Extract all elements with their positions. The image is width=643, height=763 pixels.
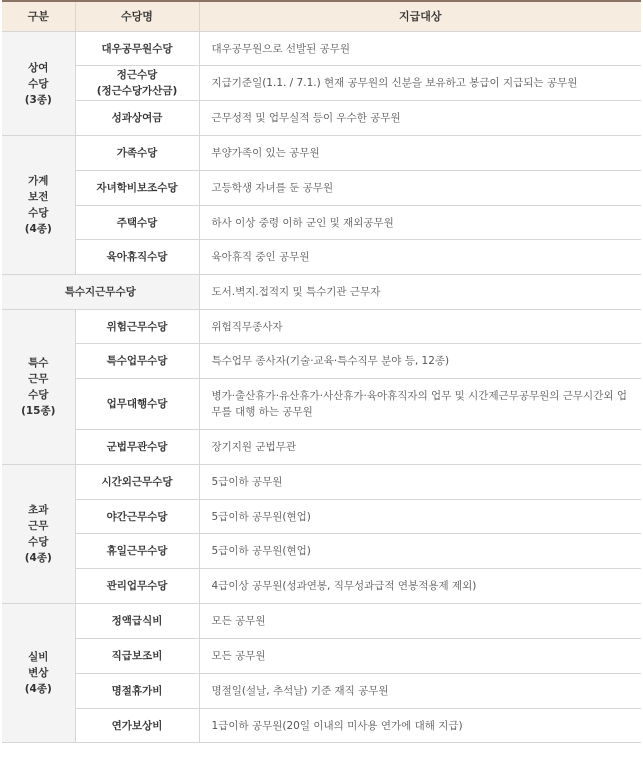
category-line: 초과 [28,504,49,516]
category-expense-reimbursement [2,604,75,743]
category-line: 수당 [28,389,49,401]
category-line: 보전 [28,191,49,203]
allowance-target: 병가·출산휴가·유산휴가·사산휴가·육아휴직자의 업무 및 시간제근무공무원의 근무시간외 업무를 대행 하는 공무원 [199,379,641,430]
allowance-name: 위험근무수당 [75,310,199,344]
table-row [2,136,641,171]
category-overtime [2,465,75,604]
table-row [2,344,641,379]
table-row [2,310,641,344]
table-row [2,569,641,604]
category-line: 특수 [28,357,49,369]
allowance-target: 근무성적 및 업무실적 등이 우수한 공무원 [199,101,641,136]
category-household [2,136,75,275]
table-row [2,66,641,101]
allowance-name: 야간근무수당 [75,500,199,534]
allowance-name: 연가보상비 [75,709,199,743]
category-line: 수당 [28,536,49,548]
category-line: (15종) [21,405,56,417]
category-line: 수당 [28,77,49,90]
allowance-name: 자녀학비보조수당 [75,171,199,206]
header-allowance-name: 수당명 [75,1,199,32]
table-row [2,206,641,240]
allowance-target: 모든 공무원 [199,639,641,674]
header-category: 구분 [2,1,75,32]
table-row [2,639,641,674]
category-bonus [2,32,75,136]
allowance-target: 장기지원 군법무관 [199,430,641,465]
category-line: 근무 [28,520,49,532]
allowance-target: 고등학생 자녀를 둔 공무원 [199,171,641,206]
category-special-duty [2,310,75,465]
allowance-name: 주택수당 [75,206,199,240]
allowance-name: 육아휴직수당 [75,240,199,275]
allowance-target: 명절일(설날, 추석날) 기준 재직 공무원 [199,674,641,709]
table-row [2,534,641,569]
allowance-name: 군법무관수당 [75,430,199,465]
allowance-name: 성과상여금 [75,101,199,136]
category-line: (4종) [24,552,52,564]
category-line: 실비 [28,651,49,663]
allowance-target: 위험직무종사자 [199,310,641,344]
allowance-name: 명절휴가비 [75,674,199,709]
allowance-target: 부양가족이 있는 공무원 [199,136,641,171]
table-row [2,101,641,136]
allowance-name: 관리업무수당 [75,569,199,604]
table-row [2,430,641,465]
allowance-name: 정근수당 (정근수당가산금) [75,66,199,101]
table-row [2,500,641,534]
allowance-target: 4급이상 공무원(성과연봉, 직무성과급적 연봉적용제 제외) [199,569,641,604]
category-line: (4종) [24,223,52,235]
table-row [2,379,641,430]
allowance-name: 시간외근무수당 [75,465,199,500]
table-row [2,240,641,275]
table-row [2,32,641,66]
table-row [2,465,641,500]
allowance-name: 휴일근무수당 [75,534,199,569]
allowance-target: 육아휴직 중인 공무원 [199,240,641,275]
allowance-name: 대우공무원수당 [75,32,199,66]
allowance-target: 도서.벽지.접적지 및 특수기관 근무자 [199,275,641,310]
table-row [2,709,641,743]
allowance-table [2,0,641,743]
category-line: 상여 [28,61,49,74]
header-eligible-target: 지급대상 [199,1,641,32]
category-line: 가계 [28,175,49,187]
allowance-name: 특수업무수당 [75,344,199,379]
allowance-target: 5급이하 공무원(현업) [199,534,641,569]
table-row [2,674,641,709]
category-line: 수당 [28,207,49,219]
allowance-target: 모든 공무원 [199,604,641,639]
allowance-target: 5급이하 공무원(현업) [199,500,641,534]
category-line: 변상 [28,667,49,679]
allowance-target: 하사 이상 중령 이하 군인 및 재외공무원 [199,206,641,240]
allowance-name-special-region: 특수지근무수당 [2,275,199,310]
table-header-row [2,1,641,32]
table-row [2,171,641,206]
allowance-name: 업무대행수당 [75,379,199,430]
allowance-target: 지급기준일(1.1. / 7.1.) 현재 공무원의 신분을 보유하고 봉급이 지급되는 공무원 [199,66,641,101]
allowance-name: 직급보조비 [75,639,199,674]
table-row [2,604,641,639]
table-row [2,275,641,310]
allowance-target: 대우공무원으로 선발된 공무원 [199,32,641,66]
allowance-target: 특수업무 종사자(기술·교육·특수직무 분야 등, 12종) [199,344,641,379]
allowance-target: 5급이하 공무원 [199,465,641,500]
category-line: (3종) [24,93,52,106]
allowance-name: 가족수당 [75,136,199,171]
allowance-target: 1급이하 공무원(20일 이내의 미사용 연가에 대해 지급) [199,709,641,743]
allowance-name: 정액급식비 [75,604,199,639]
category-line: (4종) [24,683,52,695]
category-line: 근무 [28,373,49,385]
